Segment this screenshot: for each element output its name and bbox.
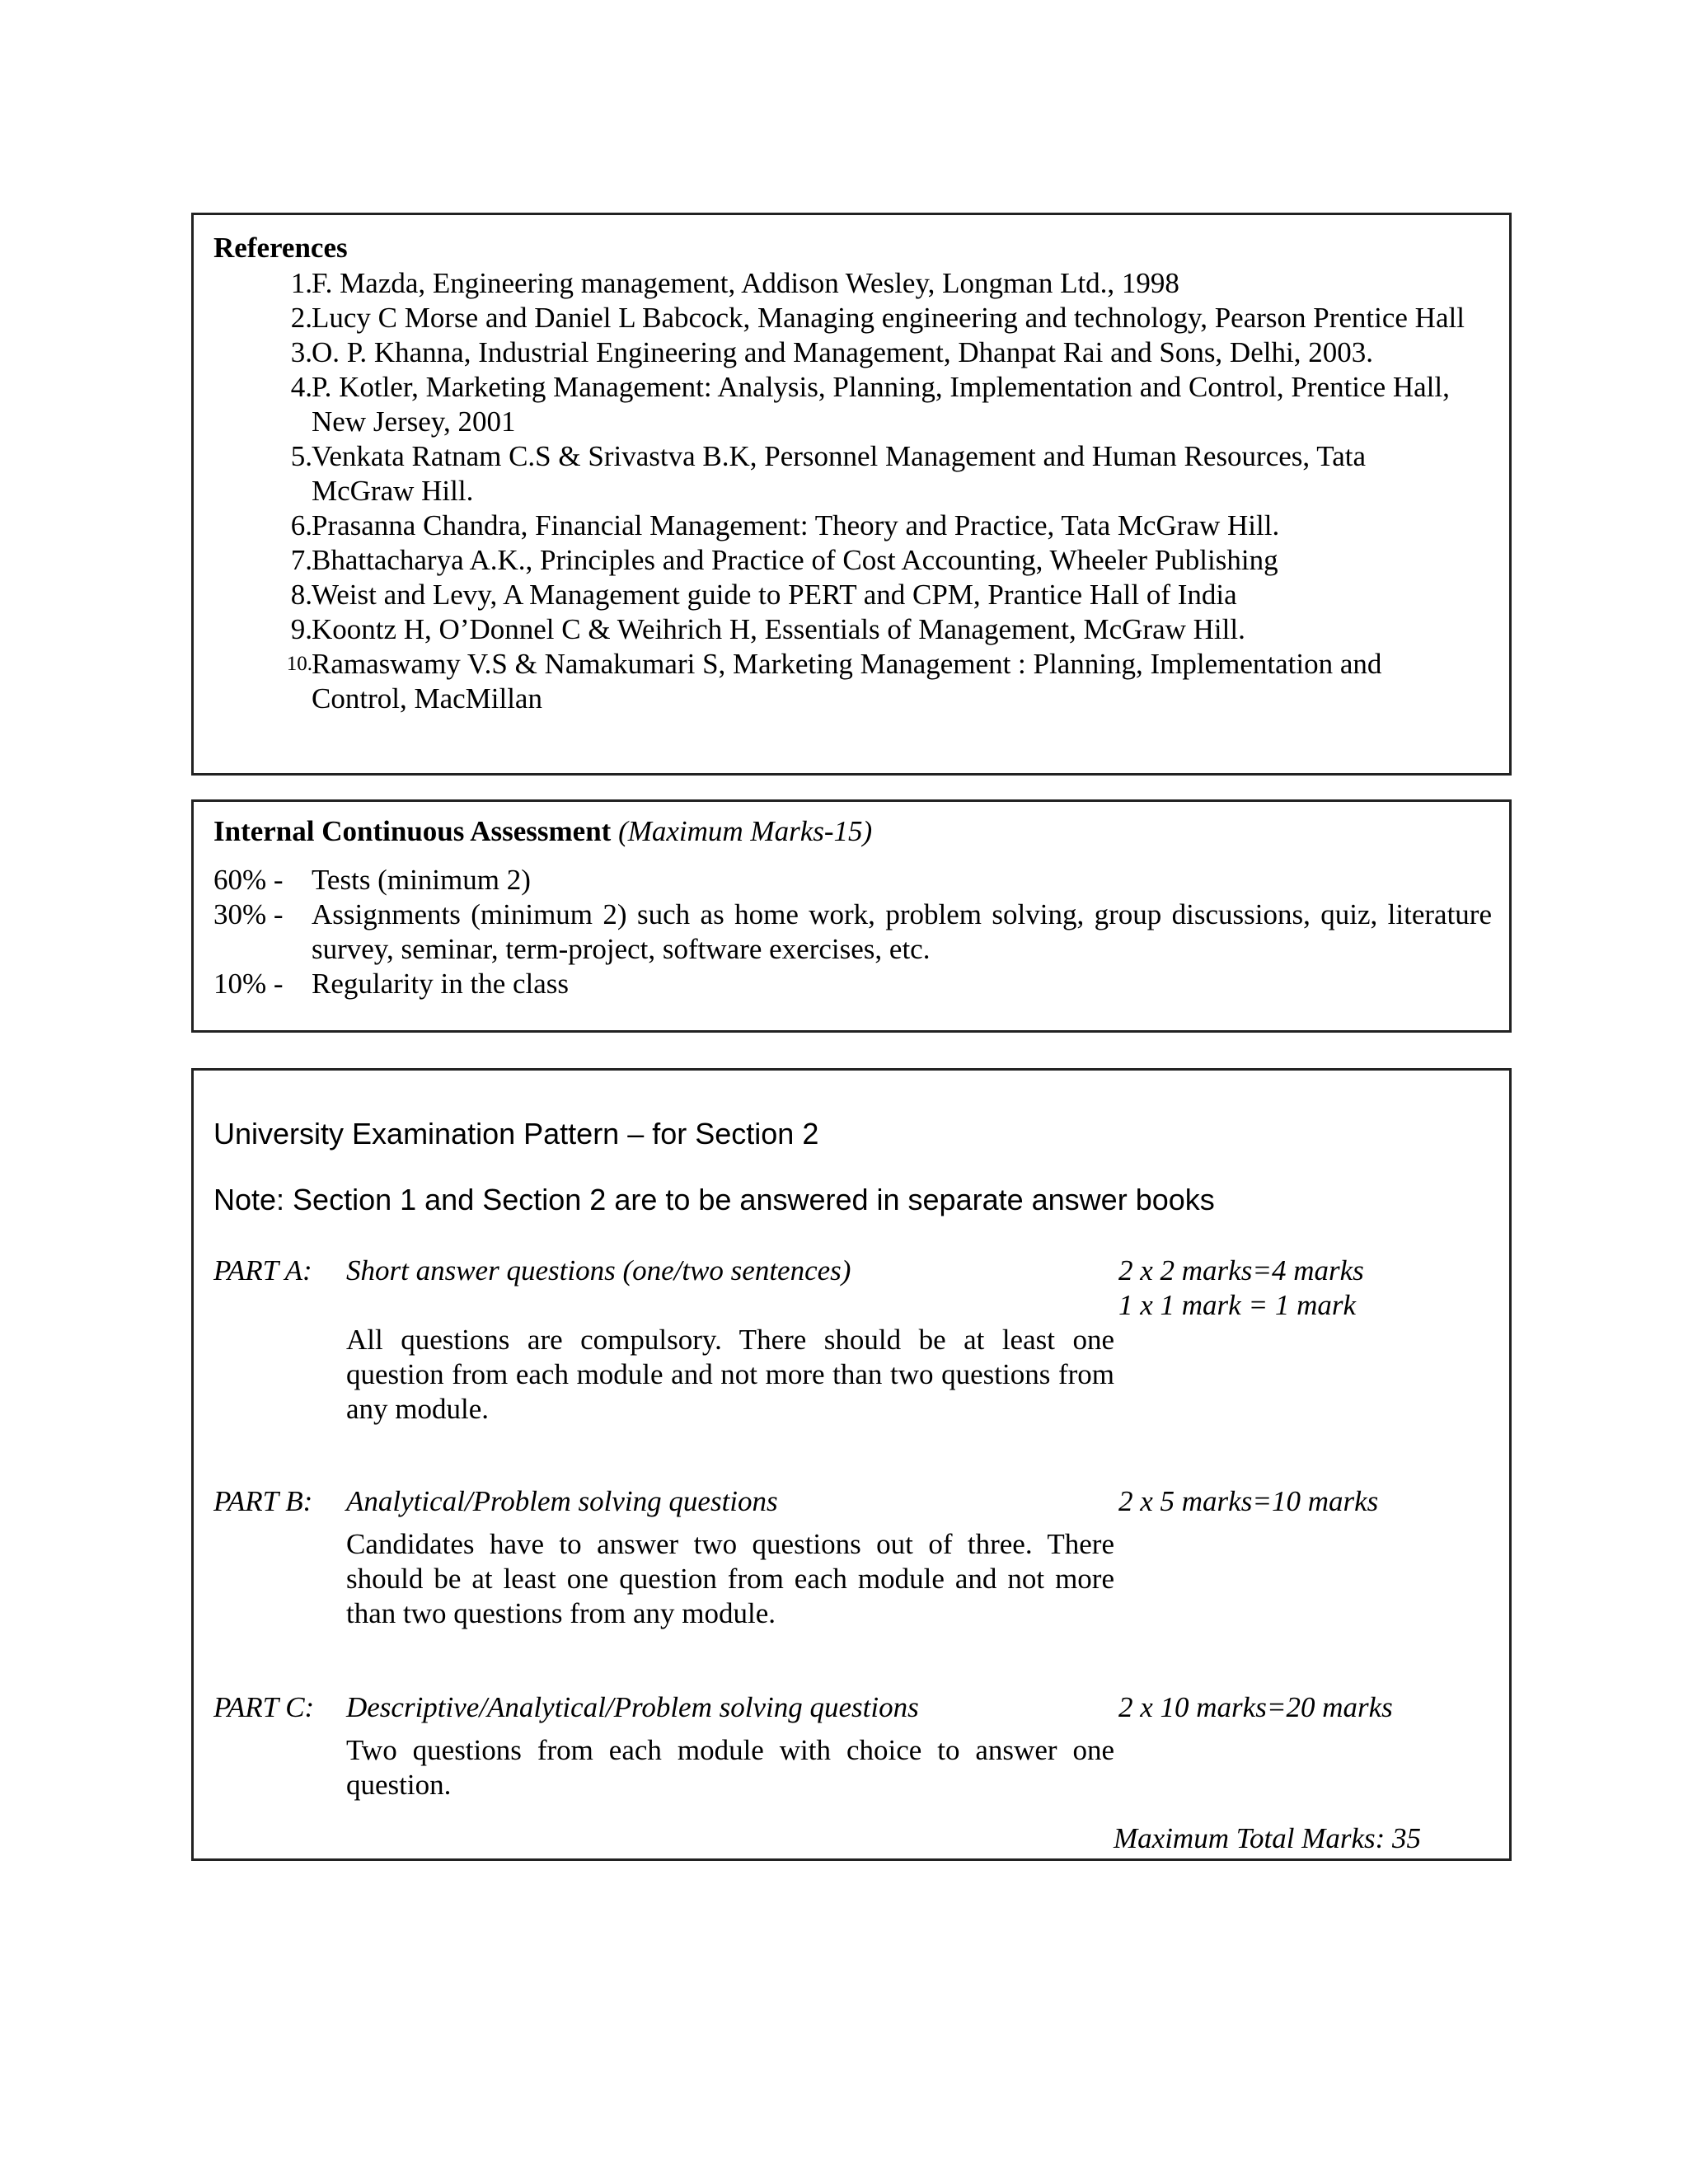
reference-item bbox=[194, 509, 1512, 543]
reference-text: Lucy C Morse and Daniel L Babcock, Managing engineering and technology, Pearson Prentice Hall bbox=[312, 302, 1465, 334]
part-marks-line: 2 x 5 marks=10 marks bbox=[1118, 1485, 1379, 1517]
reference-number: 1. bbox=[290, 267, 312, 299]
reference-number: 7. bbox=[290, 544, 312, 576]
references-heading: References bbox=[213, 232, 348, 264]
reference-text: Bhattacharya A.K., Principles and Practice of Cost Accounting, Wheeler Publishing bbox=[312, 544, 1278, 576]
references-list bbox=[194, 266, 1512, 716]
part-marks-line: 2 x 2 marks=4 marks bbox=[1118, 1254, 1364, 1286]
assessment-list bbox=[194, 863, 1512, 1001]
reference-number: 5. bbox=[290, 440, 312, 472]
reference-text: O. P. Khanna, Industrial Engineering and Management, Dhanpat Rai and Sons, Delhi, 2003. bbox=[312, 336, 1373, 368]
part-label: PART B: bbox=[213, 1485, 313, 1517]
reference-item bbox=[194, 370, 1512, 439]
reference-text: Venkata Ratnam C.S & Srivastva B.K, Personnel Management and Human Resources, Tata McGraw Hill. bbox=[312, 440, 1367, 507]
part-title: Short answer questions (one/two sentences) bbox=[346, 1254, 851, 1286]
part-marks bbox=[1118, 1690, 1393, 1725]
assessment-box bbox=[191, 799, 1512, 1033]
part-description: Two questions from each module with choice to answer one question. bbox=[346, 1734, 1114, 1801]
assessment-text: Tests (minimum 2) bbox=[312, 864, 531, 896]
assessment-max-marks: (Maximum Marks-15) bbox=[618, 815, 873, 847]
reference-item bbox=[194, 439, 1512, 509]
reference-text: Prasanna Chandra, Financial Management: Theory and Practice, Tata McGraw Hill. bbox=[312, 509, 1280, 541]
reference-item bbox=[194, 612, 1512, 647]
assessment-item bbox=[194, 967, 1512, 1001]
part-label: PART A: bbox=[213, 1254, 312, 1286]
part-marks-line: 1 x 1 mark = 1 mark bbox=[1118, 1289, 1357, 1321]
assessment-title: Internal Continuous Assessment bbox=[213, 815, 612, 847]
assessment-percent: 60% - bbox=[213, 864, 284, 896]
part-title: Descriptive/Analytical/Problem solving questions bbox=[346, 1691, 919, 1723]
assessment-heading bbox=[213, 815, 872, 848]
part-description: All questions are compulsory. There should be at least one question from each module and not more than two questions from any module. bbox=[346, 1324, 1114, 1425]
reference-number: 4. bbox=[290, 371, 312, 403]
reference-number: 2. bbox=[290, 302, 312, 334]
reference-item bbox=[194, 578, 1512, 612]
references-box bbox=[191, 213, 1512, 776]
part-marks bbox=[1118, 1484, 1378, 1519]
exam-note: Note: Section 1 and Section 2 are to be answered in separate answer books bbox=[213, 1183, 1215, 1216]
reference-number: 3. bbox=[290, 336, 312, 368]
assessment-percent: 10% - bbox=[213, 968, 284, 1000]
part-marks bbox=[1118, 1254, 1364, 1323]
reference-item bbox=[194, 301, 1512, 335]
reference-text: Weist and Levy, A Management guide to PERT and CPM, Prantice Hall of India bbox=[312, 579, 1237, 611]
reference-text: Ramaswamy V.S & Namakumari S, Marketing Management : Planning, Implementation and Control, MacMillan bbox=[312, 648, 1382, 715]
reference-text: F. Mazda, Engineering management, Addison Wesley, Longman Ltd., 1998 bbox=[312, 267, 1179, 299]
reference-text: Koontz H, O’Donnel C & Weihrich H, Essentials of Management, McGraw Hill. bbox=[312, 613, 1245, 645]
exam-pattern-box bbox=[191, 1068, 1512, 1861]
part-description: Candidates have to answer two questions out of three. There should be at least one question from each module and not more than two questions from any module. bbox=[346, 1528, 1114, 1629]
reference-item bbox=[194, 647, 1512, 716]
reference-number: 6. bbox=[290, 509, 312, 541]
assessment-item bbox=[194, 898, 1512, 967]
reference-number: 10. bbox=[286, 653, 312, 675]
part-label: PART C: bbox=[213, 1691, 315, 1723]
reference-number: 9. bbox=[290, 613, 312, 645]
reference-item bbox=[194, 335, 1512, 370]
exam-title: University Examination Pattern – for Section 2 bbox=[213, 1117, 819, 1151]
part-title: Analytical/Problem solving questions bbox=[346, 1485, 778, 1517]
part-marks-line: 2 x 10 marks=20 marks bbox=[1118, 1691, 1393, 1723]
reference-item bbox=[194, 266, 1512, 301]
reference-number: 8. bbox=[290, 579, 312, 611]
reference-item bbox=[194, 543, 1512, 578]
assessment-text: Assignments (minimum 2) such as home work, problem solving, group discussions, quiz, literature survey, seminar, term-project, software exercises, etc. bbox=[312, 898, 1492, 965]
assessment-item bbox=[194, 863, 1512, 898]
assessment-percent: 30% - bbox=[213, 898, 284, 930]
maximum-total-marks: Maximum Total Marks: 35 bbox=[1114, 1822, 1422, 1854]
reference-text: P. Kotler, Marketing Management: Analysis, Planning, Implementation and Control, Prentice Hall, New Jersey, 2001 bbox=[312, 371, 1450, 438]
assessment-text: Regularity in the class bbox=[312, 968, 570, 1000]
